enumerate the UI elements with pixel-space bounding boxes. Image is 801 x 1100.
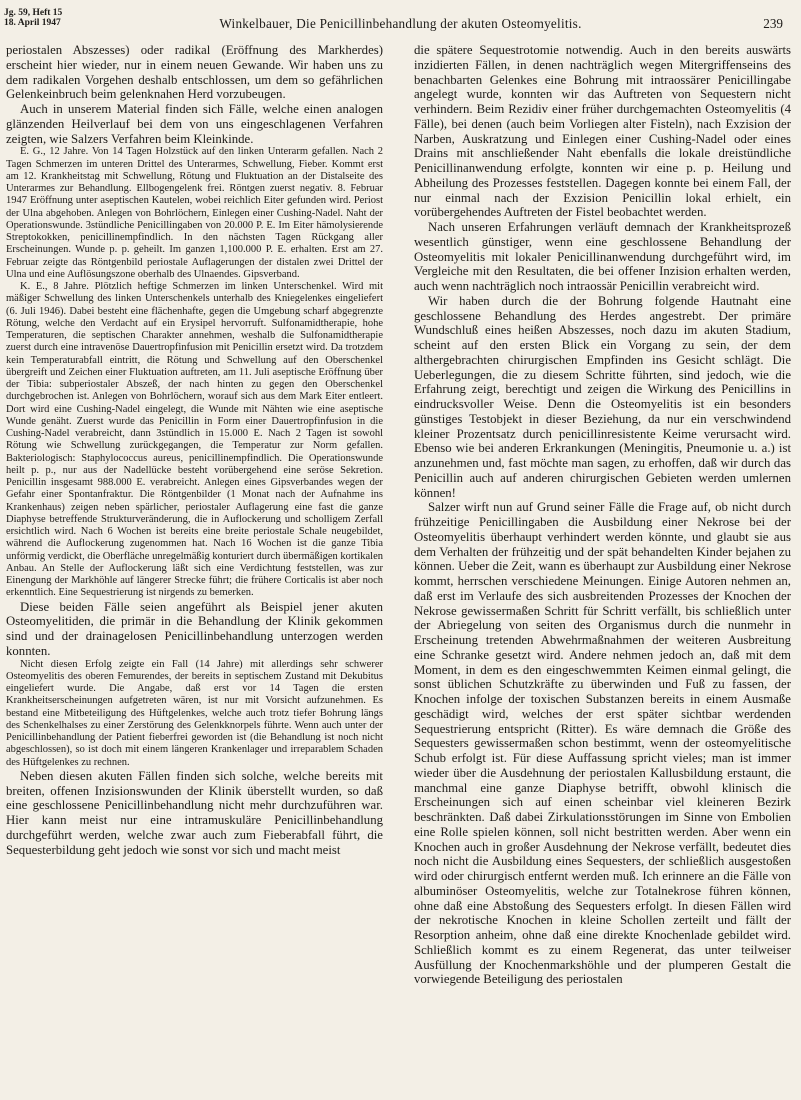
case-report-paragraph: E. G., 12 Jahre. Von 14 Tagen Holzstück auf den linken Unterarm gefallen. Nach 2 Tagen Schmerzen im unteren Drittel des Unterarmes, Schwellung, Fieber. Kommt erst am 12. Krankheitstag mit Schwellung, Rötung und Fluktuation an der Distalseite des Unterarmes zur Behandlung. Ellbogengelenk frei. Röntgen zuerst negativ. 8. Februar 1947 Eröffnung unter aseptischen Kautelen, wobei reichlich Eiter gefunden wird. Periost der Ulna abgehoben. Anlegen von Bohrlöchern, Einlegen einer Cushing-Nadel. Naht der Operationswunde. 3stündliche Penicillingaben von 20.000 P. E. Im Eiter hämolysierende Streptokokken, penicillinempfindlich. In den nächsten Tagen Rückgang aller Erscheinungen. Wunde p. p. geheilt. Im ganzen 1,100.000 P. E. erhalten. Erst am 27. Februar zeigte das Röntgenbild periostale Auflagerungen der distalen zwei Drittel der Ulna und eine Auflösungszone oberhalb des Ulnaendes. Gipsverband. [6, 146, 383, 280]
body-paragraph: Neben diesen akuten Fällen finden sich solche, welche bereits mit breiten, offenen Inzisionswunden der Klinik überstellt wurden, so daß eine geschlossene Penicillinbehandlung nicht mehr durchzuführen war. Hier kann meist nur eine intramuskuläre Penicillinbehandlung durchgeführt werden, welche zwar auch zum Fieberabfall führt, die Sequesterbildung geht jedoch wie sonst vor sich und macht meist [6, 768, 383, 857]
page-number: 239 [763, 16, 783, 31]
body-paragraph: Auch in unserem Material finden sich Fälle, welche einen analogen glänzenden Heilverlauf bei dem von uns eingeschlagenen Verfahren zeigten, wie Salzers Verfahren beim Kleinkinde. [6, 102, 383, 146]
case-report-paragraph: K. E., 8 Jahre. Plötzlich heftige Schmerzen im linken Unterschenkel. Wird mit mäßiger Schwellung des linken Unterschenkels unterhalb des Kniegelenkes eingeliefert (6. Juli 1946). Dabei besteht eine flächenhafte, gegen die Umgebung scharf abgegrenzte Rötung, welche den Verdacht auf ein Erysipel hervorruft. Sulfonamidtherapie, hohe Temperaturen, die septischen Charakter annehmen, weshalb die Sulfonamidtherapie zuerst durch eine intravenöse Dauertropfinfusion mit Penicillin ersetzt wird. Da trotzdem kein Temperaturabfall eintritt, die Rötung und Schwellung auf den Oberschenkel übergreift und Zeichen einer Fluktuation auftreten, am 11. Juli aseptische Eröffnung über der Tibia: subperiostaler Abszeß, der nach hinten zu gegen den Oberschenkel durchgebrochen ist. Anlegen von Bohrlöchern, worauf sich aus dem Mark Eiter entleert. Dort wird eine Cushing-Nadel eingelegt, die Wunde mit Nähten wie eine aseptische Wunde genäht. Zuerst wurde das Penicillin in Form einer Dauertropfinfusion in die Cushing-Nadel verabreicht, dann 3stündlich in 15.000 E. Nach 2 Tagen ist sowohl Rötung wie Schwellung zurückgegangen, die Temperatur zur Norm gefallen. Bakteriologisch: Staphylococcus aureus, penicillinempfindlich. Die Operationswunde heilt p. p., nur aus der Nadellücke besteht vorübergehend eine seröse Sekretion. Penicillin insgesamt 988.000 E. verabreicht. Anlegen eines Gipsverbandes wegen der Gefahr einer Spontanfraktur. Die Röntgenbilder (1 Monat nach der Aufnahme ins Krankenhaus) zeigen neben spärlicher, periostaler Auflagerung eine fast die ganze Diaphyse betreffende Strukturveränderung, die in Auflockerung und scholligem Zerfall ersichtlich wird. Nach 6 Wochen ist bereits eine breite periostale Schale neugebildet, während die Auflockerung zugenommen hat. Nach 16 Wochen ist die ganze Tibia unförmig verdickt, die Oberfläche unregelmäßig konturiert durch übermäßigen kortikalen Anbau. An Stelle der Auflockerung läßt sich eine Verdichtung feststellen, was zur Einengung der Markhöhle auf längerer Strecke führt; die frühere Corticalis ist aber noch erkenntlich. Eine Sequestrierung ist nirgends zu bemerken. [6, 281, 383, 599]
body-paragraph: Diese beiden Fälle seien angeführt als Beispiel jener akuten Osteomyelitiden, die primär in die Behandlung der Klinik gekommen sind und der drainagelosen Penicillinbehandlung unterzogen werden konnten. [6, 599, 383, 658]
body-paragraph: periostalen Abszesses) oder radikal (Eröffnung des Markherdes) erscheint hier wieder, nur in einem neuen Gewande. Wir haben uns zu dem radikalen Vorgehen deshalb entschlossen, um dem so gefährlichen Gelenkeinbruch beim gelenknahen Herd vorzubeugen. [6, 43, 383, 102]
running-title: Winkelbauer, Die Penicillinbehandlung der akuten Osteomyelitis. [219, 16, 582, 31]
page-header [0, 4, 801, 38]
body-paragraph: Nach unseren Erfahrungen verläuft demnach der Krankheitsprozeß wesentlich günstiger, wenn eine geschlossene Behandlung der Osteomyelitis mit lokaler Penicillinanwendung durchgeführt wird, im Vergleiche mit den Resultaten, die bei offener Inzision erhalten werden, auch wenn nachträglich noch intraossär Penicillin verabreicht wird. [414, 220, 791, 293]
body-paragraph: Salzer wirft nun auf Grund seiner Fälle die Frage auf, ob nicht durch frühzeitige Penicillingaben die Ausbildung einer Nekrose bei der Osteomyelitis überhaupt verhindert werden könnte, und glaubt sie aus dem Verhalten der frühzeitig und der spät behandelten Kinder bejahen zu können. Ueber die Zeit, wann es überhaupt zur Ausbildung einer Nekrose kommt, herrschen verschiedene Meinungen. Einige Autoren nehmen an, daß erst im Verlaufe des sich ausbreitenden Prozesses der Knochen der Nekrose gewissermaßen Schritt für Schritt verfällt, bis schließlich unter der Abriegelung von seiten des Organismus durch die nunmehr in Erscheinung tretenden Abwehrmaßnahmen der weiteren Ausbreitung eine Schranke gesetzt wird. Andere nehmen jedoch an, daß mit dem Moment, in dem es den eingeschwemmten Keimen einmal gelingt, die sonst üblichen Schutzkräfte zu überwinden und Fuß zu fassen, der Knochen infolge der toxischen Substanzen bereits in einem Ausmaße geschädigt wird, welches der erst später sichtbar werdenden Sequestrierung entspricht (Ritter). Es wäre demnach die Größe des Sequesters gewissermaßen schon bestimmt, wenn der osteomyelitische Schub erfolgt ist. Für diese Auffassung spricht vieles; man ist immer wieder über die Ausdehnung der periostalen Kallusbildung erstaunt, die manchmal eine ganze Diaphyse betrifft, obwohl klinisch die Erscheinungen sich auf einen scheinbar viel kleineren Bezirk beschränkten. Daß dabei Zirkulationsstörungen im Sinne von Embolien eine Rolle spielen können, soll nicht bestritten werden. Aber wenn ein Knochen auch in großer Ausdehnung der Nekrose verfällt, bedeutet dies noch nicht die Ausbildung eines Sequesters, der schließlich ausgestoßen wird oder chirurgisch entfernt werden muß. Ich erinnere an die Fälle von albuminöser Osteomyelitis, welche zur Totalnekrose führen können, ohne daß eine Abstoßung des Sequesters erfolgt. In diesen Fällen wird der nekrotische Knochen in kleine Schollen zerteilt und fällt der Resorption anheim, ohne daß eine direkte Knochenlade gebildet wird. Schließlich kommt es zu einem Regenerat, das unter teilweiser Ausfüllung der Knochenmarkshöhle und der plumperen Gestalt die vorwiegende Beteiligung des periostalen [414, 500, 791, 987]
journal-volume-issue: Jg. 59, Heft 15 [4, 8, 63, 18]
right-column [414, 43, 791, 987]
left-column [6, 43, 383, 857]
body-paragraph: die spätere Sequestrotomie notwendig. Auch in den bereits auswärts inzidierten Fällen, in denen nachträglich wegen Mitergriffenseins des benachbarten Gelenkes eine Bohrung mit intraossärer Penicillingabe angelegt wurde, konnten wir das Auftreten von Sequestern nicht verhindern. Beim Rezidiv einer früher durchgemachten Osteomyelitis (4 Fälle), bei denen (auch beim Vorliegen alter Fisteln), nach Exzision der Narben, Auskratzung und Einlegen einer Cushing-Nadel oder eines Drains mit anschließender Naht ebenfalls die lokale dreistündliche Penicillinanwendung erfolgte, konnten wir eine p. p. Heilung und Abheilung des Prozesses feststellen. Dagegen konnte bei einem Fall, der nur einmal nach der Exzision Penicillin lokal erhielt, ein vorübergehendes Auftreten der Fistel beobachtet werden. [414, 43, 791, 220]
body-paragraph: Wir haben durch die der Bohrung folgende Hautnaht eine geschlossene Behandlung des Herdes angestrebt. Der primäre Wundschluß eines heißen Abszesses, noch dazu im akuten Stadium, scheint auf den ersten Blick ein Vorgang zu sein, der dem althergebrachten chirurgischen Empfinden ins Gesicht schlägt. Die Ueberlegungen, die zu diesem Schritte führten, sind jedoch, wie die Erfahrung zeigt, berechtigt und zeigen die Wirkung des Penicillins in eindrucksvoller Weise. Denn die Osteomyelitis ist ein besonders günstiges Testobjekt in dieser Beziehung, da nur ein verschwindend kleiner Prozentsatz durch penicillinresistente Keime verursacht wird. Ebenso wie bei anderen Erkrankungen (Meningitis, Pneumonie u. a.) ist anzunehmen und, fast möchte man sagen, zu erhoffen, daß wir durch das Penicillin auch auf anderen chirurgischen Gebieten werden umlernen können! [414, 293, 791, 500]
journal-date: 18. April 1947 [4, 18, 61, 28]
case-report-paragraph: Nicht diesen Erfolg zeigte ein Fall (14 Jahre) mit allerdings sehr schwerer Osteomyelitis des oberen Femurendes, der bereits in septischem Zustand mit Dekubitus eingeliefert wurde. Die Angabe, daß erst vor 14 Tagen die ersten Krankheitserscheinungen aufgetreten wären, ist nur mit Vorsicht aufzunehmen. Es bestand eine Mitbeteiligung des Hüftgelenkes, welche auch trotz tiefer Bohrung längs des Schenkelhalses zu einer Zerstörung des Gelenkknorpels führte. Wenn auch unter der Penicillinbehandlung der Patient fieberfrei geworden ist (die Behandlung ist noch nicht abgeschlossen), so ist doch mit einem längeren Krankenlager und irreparablem Schaden des Hüftgelenkes zu rechnen. [6, 658, 383, 768]
